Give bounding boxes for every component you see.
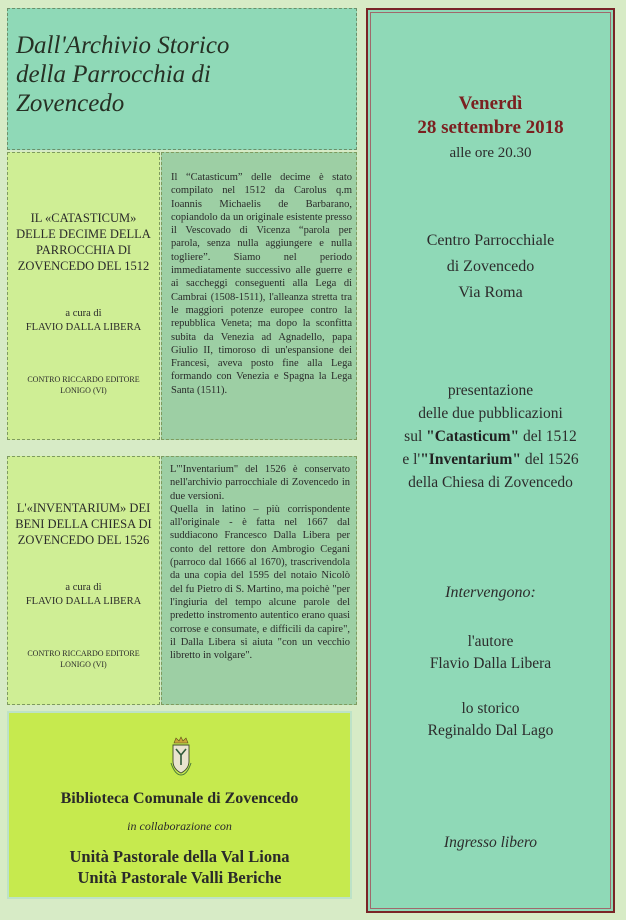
presentation-line-3-suffix: del 1512 (519, 428, 577, 445)
pastoral-unit-1: Unità Pastorale della Val Liona (69, 847, 290, 866)
pastoral-unit-2: Unità Pastorale Valli Beriche (77, 868, 282, 887)
library-name: Biblioteca Comunale di Zovencedo (60, 790, 299, 807)
archive-title-line-1: Dall'Archivio Storico (16, 32, 230, 59)
book1-title-line-2: DELLE DECIME DELLA (16, 227, 151, 241)
archive-title-line-2: della Parrocchia di (16, 61, 211, 88)
presentation-line-2: delle due pubblicazioni (418, 405, 563, 422)
speaker1-name: Flavio Dalla Libera (429, 655, 552, 672)
presentation-line-1: presentazione (447, 382, 534, 399)
venue-line-3: Via Roma (458, 284, 523, 301)
catasticum-highlight: "Catasticum" (426, 428, 520, 445)
presentation-line-3-prefix: sul (404, 428, 427, 445)
book2-publisher-line-2: LONIGO (VI) (60, 660, 107, 669)
presentation-line-3 (368, 428, 613, 446)
coat-of-arms-icon (169, 735, 193, 777)
book1-curator-label: a cura di (65, 308, 102, 319)
book2-description-p2: Quella in latino – più corrispondente all'originale - è fatta nel 1667 dal suddiacono Francesco Dalla Libera per conto del rettore don Ambrogio Cegani (parroco dal 1666 al 1670), trascrivendola da una copia del 1595 del notaio Nicolò del fu Pietro di S. Martino, ma poichè "per l'ingiuria del tempo alcune parole del predetto instromento autentico erano quasi corrose e consumate, e difficili da capire", il Dalla Libera si aiuta "con un vecchio libretto in volgare". (170, 503, 350, 662)
book2-curator-name: FLAVIO DALLA LIBERA (25, 596, 142, 607)
presentation-line-5: della Chiesa di Zovencedo (408, 474, 573, 491)
book1-publisher-line-1: CONTRO RICCARDO EDITORE (27, 375, 140, 384)
event-time: alle ore 20.30 (449, 145, 532, 161)
book1-description-panel (161, 152, 357, 440)
book1-title-line-1: IL «CATASTICUM» (30, 211, 137, 225)
entry-note: Ingresso libero (443, 834, 538, 851)
book2-title-line-2: BENI DELLA CHIESA DI (15, 517, 152, 531)
book2-title-line-1: L'«INVENTARIUM» DEI (16, 501, 151, 515)
archive-title-line-3: Zovencedo (16, 90, 125, 117)
collaboration-label: in collaborazione con (127, 819, 232, 833)
book1-description: Il “Catasticum” delle decime è stato compilato nel 1512 da Carolus q.m Ioannis Michaelis de Barbarano, copiandolo da un originale esistente presso il Vescovado di Vicenza “parola per parola, senza nulla aggiungere e nulla togliere”. Siamo nel periodo immediatamente successivo alle guerre e ai saccheggi conseguenti alla Lega di Cambrai (1508-1511), l'alleanza stretta tra le maggiori potenze europee contro la repubblica Veneta; ma dopo la sconfitta subita da Venezia ad Agnadello, papa Giulio II, timoroso di un'espansione dei Francesi, aveva posto fine alla Lega formando con Venezia e Spagna la Lega Santa (1511). (171, 172, 352, 396)
venue-line-1: Centro Parrocchiale (426, 232, 555, 249)
book1-title-line-3: PARROCCHIA DI (35, 243, 132, 257)
event-panel (366, 8, 615, 913)
book2-description-panel (161, 456, 357, 705)
speakers-label: Intervengono: (445, 584, 536, 601)
book2-curator-label: a cura di (65, 582, 102, 593)
speaker2-name: Reginaldo Dal Lago (427, 722, 554, 739)
book1-title-line-4: ZOVENCEDO DEL 1512 (17, 259, 150, 273)
presentation-line-4 (368, 451, 613, 469)
inventarium-highlight: "Inventarium" (420, 451, 521, 468)
archive-title-panel (7, 8, 357, 150)
speaker1-role: l'autore (467, 633, 514, 650)
event-day: Venerdì (458, 93, 523, 114)
book2-description-p1: L'"Inventarium" del 1526 è conservato nell'archivio parrocchiale di Zovencedo in due versioni. (170, 464, 350, 502)
book1-curator-name: FLAVIO DALLA LIBERA (25, 322, 142, 333)
book2-title-line-3: ZOVENCEDO DEL 1526 (17, 533, 150, 547)
event-date: 28 settembre 2018 (417, 117, 564, 138)
library-panel (7, 711, 352, 899)
presentation-line-4-suffix: del 1526 (520, 451, 579, 468)
book2-info-panel (7, 456, 160, 705)
presentation-line-4-prefix: e l' (402, 451, 421, 468)
book2-publisher-line-1: CONTRO RICCARDO EDITORE (27, 649, 140, 658)
book1-info-panel (7, 152, 160, 440)
venue-line-2: di Zovencedo (446, 258, 535, 275)
book1-publisher-line-2: LONIGO (VI) (60, 386, 107, 395)
speaker2-role: lo storico (461, 700, 520, 717)
